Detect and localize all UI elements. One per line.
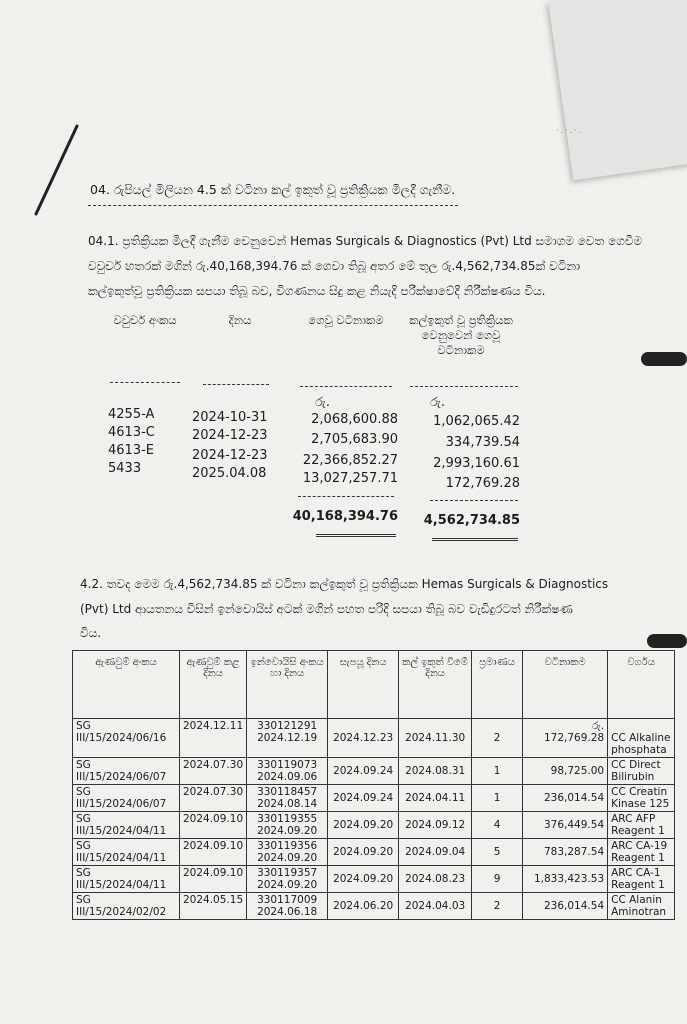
type-cont: Reagent 1 bbox=[611, 879, 665, 891]
rule bbox=[410, 386, 518, 387]
invoice-no: 330118457 bbox=[257, 786, 318, 798]
order-ref-no: III/15/2024/06/07 bbox=[76, 798, 167, 810]
voucher-no: 5433 bbox=[108, 461, 142, 476]
order-date: 2024.07.30 bbox=[180, 758, 247, 785]
table-row bbox=[73, 893, 675, 920]
order-ref-prefix: SG bbox=[76, 786, 91, 798]
order-ref-no: III/15/2024/06/16 bbox=[76, 732, 167, 744]
order-ref-prefix: SG bbox=[76, 840, 91, 852]
heading-underline bbox=[88, 205, 458, 206]
paragraph-4-2-line-2: (Pvt) Ltd ආයතනය විසින් ඉන්වොයිස් අටක් මගින් පහත පරිදි සපයා තිබූ බව වැඩිදුරටත් නිරීක්ෂණ bbox=[80, 602, 573, 616]
header-value: වටිනාකම bbox=[523, 651, 608, 719]
currency-label: රු. bbox=[592, 720, 605, 732]
invoice-date: 2024.08.14 bbox=[257, 798, 318, 810]
order-date: 2024.07.30 bbox=[180, 785, 247, 812]
table-row bbox=[73, 758, 675, 785]
invoice-cell bbox=[247, 719, 328, 758]
expiry-date: 2024.08.31 bbox=[399, 758, 472, 785]
type-cont: Reagent 1 bbox=[611, 825, 665, 837]
invoice-cell bbox=[247, 758, 328, 785]
order-date: 2024.09.10 bbox=[180, 866, 247, 893]
order-date: 2024.05.15 bbox=[180, 893, 247, 920]
voucher-date: 2024-12-23 bbox=[192, 428, 268, 443]
header-paid: ගෙවූ වටිනාකම bbox=[308, 313, 384, 327]
order-ref bbox=[73, 758, 180, 785]
order-ref bbox=[73, 785, 180, 812]
expired-amount: 1,062,065.42 bbox=[433, 414, 520, 429]
expiry-date: 2024.11.30 bbox=[399, 719, 472, 758]
expiry-date: 2024.08.23 bbox=[399, 866, 472, 893]
pen-mark bbox=[34, 124, 79, 216]
paragraph-4-1-line-3: කල්ඉකුත්වූ ප්‍රතික්‍රියක සපයා තිබූ බව, විගණනය සිදු කළ නියැදි පරීක්ෂාවේදී නිරීක්ෂණය විය. bbox=[88, 284, 546, 298]
binding-tag bbox=[641, 352, 687, 366]
total-expired: 4,562,734.85 bbox=[423, 513, 520, 528]
quantity: 1 bbox=[472, 785, 523, 812]
supply-date: 2024.09.20 bbox=[328, 866, 399, 893]
header-invoice: ඉන්වොයිසි අංකය හා දිනය bbox=[247, 651, 328, 719]
paragraph-4-2-line-3: විය. bbox=[80, 626, 102, 640]
type-cell bbox=[608, 893, 675, 920]
order-ref-prefix: SG bbox=[76, 720, 91, 732]
header-expired: කල්ඉකුත් වූ ප්‍රතික්‍රියක වෙනුවෙන් ගෙවූ වටිනාකම bbox=[409, 313, 513, 357]
expiry-date: 2024.04.03 bbox=[399, 893, 472, 920]
order-date: 2024.09.10 bbox=[180, 812, 247, 839]
paid-amount: 22,366,852.27 bbox=[302, 453, 398, 468]
rule bbox=[110, 382, 180, 383]
value-cell bbox=[523, 719, 608, 758]
supply-date: 2024.09.24 bbox=[328, 785, 399, 812]
currency-label: රු. bbox=[315, 395, 331, 410]
supply-date: 2024.06.20 bbox=[328, 893, 399, 920]
order-ref-no: III/15/2024/06/07 bbox=[76, 771, 167, 783]
quantity: 2 bbox=[472, 893, 523, 920]
invoice-date: 2024.09.20 bbox=[257, 852, 318, 864]
voucher-date: 2024-12-23 bbox=[192, 448, 268, 463]
order-ref-prefix: SG bbox=[76, 813, 91, 825]
quantity: 4 bbox=[472, 812, 523, 839]
voucher-no: 4613-E bbox=[108, 443, 154, 458]
voucher-date: 2025.04.08 bbox=[192, 466, 267, 481]
order-ref-prefix: SG bbox=[76, 867, 91, 879]
invoice-date: 2024.06.18 bbox=[257, 906, 318, 918]
value: 236,014.54 bbox=[523, 785, 608, 812]
order-ref bbox=[73, 719, 180, 758]
underlying-page bbox=[548, 0, 687, 180]
paragraph-4-1-line-2: වවුචර් හතරක් මගින් රු.40,168,394.76 ක් ගෙවා තිබූ අතර මේ තුල රු.4,562,734.85ක් වටිනා bbox=[88, 259, 581, 273]
voucher-no: 4255-A bbox=[108, 407, 155, 422]
invoice-no: 330119357 bbox=[257, 867, 318, 879]
invoice-cell bbox=[247, 785, 328, 812]
type-cont: phosphata bbox=[611, 744, 667, 756]
quantity: 1 bbox=[472, 758, 523, 785]
header-expiry-date: කල් ඉකුත් වීමේ දිනය bbox=[399, 651, 472, 719]
double-rule bbox=[316, 534, 396, 537]
paid-amount: 2,705,683.90 bbox=[311, 432, 398, 447]
binding-tag bbox=[647, 634, 687, 648]
type-cell bbox=[608, 785, 675, 812]
header-order-date: ඇණවුම් කළ දිනය bbox=[180, 651, 247, 719]
invoice-date: 2024.09.06 bbox=[257, 771, 318, 783]
type-cell bbox=[608, 812, 675, 839]
header-type: වර්ගය bbox=[608, 651, 675, 719]
paid-amount: 13,027,257.71 bbox=[302, 471, 398, 486]
value: 783,287.54 bbox=[523, 839, 608, 866]
invoice-no: 330119356 bbox=[257, 840, 318, 852]
invoice-cell bbox=[247, 812, 328, 839]
order-date: 2024.09.10 bbox=[180, 839, 247, 866]
value: 98,725.00 bbox=[523, 758, 608, 785]
paragraph-4-2-line-1: 4.2. තවද මෙම රු.4,562,734.85 ක් වටිනා කල්ඉකුත් වූ ප්‍රතික්‍රියක Hemas Surgicals & Diagnostics bbox=[80, 577, 609, 591]
invoice-table bbox=[72, 650, 675, 920]
header-voucher: වවුචර් අංකය bbox=[113, 313, 177, 327]
header-date: දිනය bbox=[228, 313, 252, 327]
rule bbox=[203, 384, 269, 385]
expiry-date: 2024.09.12 bbox=[399, 812, 472, 839]
currency-label: රු. bbox=[430, 395, 446, 410]
header-supply-date: සැපයූ දිනය bbox=[328, 651, 399, 719]
invoice-no: 330121291 bbox=[257, 720, 318, 732]
type-cell bbox=[608, 758, 675, 785]
type: ARC CA-1 bbox=[611, 867, 661, 879]
type-cont: Kinase 125 bbox=[611, 798, 670, 810]
type-cont: Reagent 1 bbox=[611, 852, 665, 864]
double-rule bbox=[432, 538, 518, 541]
header-order-no: ඇණවුම් අංකය bbox=[73, 651, 180, 719]
invoice-date: 2024.09.20 bbox=[257, 825, 318, 837]
supply-date: 2024.09.20 bbox=[328, 839, 399, 866]
rule bbox=[430, 500, 518, 501]
supply-date: 2024.12.23 bbox=[328, 719, 399, 758]
invoice-no: 330117009 bbox=[257, 894, 318, 906]
type-cell bbox=[608, 839, 675, 866]
expiry-date: 2024.09.04 bbox=[399, 839, 472, 866]
type: ARC AFP bbox=[611, 813, 656, 825]
invoice-table-header bbox=[73, 651, 675, 719]
value: 172,769.28 bbox=[544, 732, 605, 744]
order-ref-no: III/15/2024/04/11 bbox=[76, 852, 167, 864]
total-paid: 40,168,394.76 bbox=[292, 509, 398, 524]
paid-amount: 2,068,600.88 bbox=[311, 412, 398, 427]
order-ref bbox=[73, 866, 180, 893]
quantity: 2 bbox=[472, 719, 523, 758]
section-heading: 04. රුපියල් මිලියන 4.5 ක් වටිනා කල් ඉකුත් වූ ප්‍රතික්‍රියක මිලදී ගැනීම. bbox=[90, 182, 456, 197]
expiry-date: 2024.04.11 bbox=[399, 785, 472, 812]
expired-amount: 2,993,160.61 bbox=[433, 456, 520, 471]
type: ARC CA-19 bbox=[611, 840, 668, 852]
type: CC Alanin bbox=[611, 894, 662, 906]
supply-date: 2024.09.24 bbox=[328, 758, 399, 785]
value: 236,014.54 bbox=[523, 893, 608, 920]
voucher-no: 4613-C bbox=[108, 425, 155, 440]
rule bbox=[298, 496, 394, 497]
order-ref-no: III/15/2024/04/11 bbox=[76, 879, 167, 891]
quantity: 5 bbox=[472, 839, 523, 866]
type-cell bbox=[608, 866, 675, 893]
type: CC Creatin bbox=[611, 786, 668, 798]
invoice-date: 2024.12.19 bbox=[257, 732, 318, 744]
voucher-date: 2024-10-31 bbox=[192, 410, 268, 425]
type: CC Direct bbox=[611, 759, 661, 771]
order-ref bbox=[73, 893, 180, 920]
type: CC Alkaline bbox=[611, 732, 671, 744]
rule bbox=[300, 386, 392, 387]
order-ref-prefix: SG bbox=[76, 759, 91, 771]
paragraph-4-1-line-1: 04.1. ප්‍රතික්‍රියක මිලදී ගැනීම වෙනුවෙන් Hemas Surgicals & Diagnostics (Pvt) Ltd සමාගම වෙත ගෙවීම bbox=[88, 234, 643, 248]
order-ref bbox=[73, 812, 180, 839]
type-cell bbox=[608, 719, 675, 758]
table-row bbox=[73, 785, 675, 812]
value: 376,449.54 bbox=[523, 812, 608, 839]
order-ref-no: III/15/2024/02/02 bbox=[76, 906, 167, 918]
invoice-cell bbox=[247, 893, 328, 920]
smudge: ·.·.·. bbox=[556, 126, 584, 135]
quantity: 9 bbox=[472, 866, 523, 893]
invoice-cell bbox=[247, 866, 328, 893]
invoice-date: 2024.09.20 bbox=[257, 879, 318, 891]
table-row bbox=[73, 719, 675, 758]
expired-amount: 334,739.54 bbox=[445, 435, 520, 450]
type-cont: Bilirubin bbox=[611, 771, 655, 783]
table-row bbox=[73, 866, 675, 893]
value: 1,833,423.53 bbox=[523, 866, 608, 893]
invoice-cell bbox=[247, 839, 328, 866]
expired-amount: 172,769.28 bbox=[445, 476, 520, 491]
type-cont: Aminotran bbox=[611, 906, 667, 918]
invoice-no: 330119355 bbox=[257, 813, 318, 825]
supply-date: 2024.09.20 bbox=[328, 812, 399, 839]
order-ref-no: III/15/2024/04/11 bbox=[76, 825, 167, 837]
order-ref bbox=[73, 839, 180, 866]
table-row bbox=[73, 839, 675, 866]
table-row bbox=[73, 812, 675, 839]
order-date: 2024.12.11 bbox=[180, 719, 247, 758]
invoice-no: 330119073 bbox=[257, 759, 318, 771]
header-quantity: ප්‍රමාණය bbox=[472, 651, 523, 719]
order-ref-prefix: SG bbox=[76, 894, 91, 906]
